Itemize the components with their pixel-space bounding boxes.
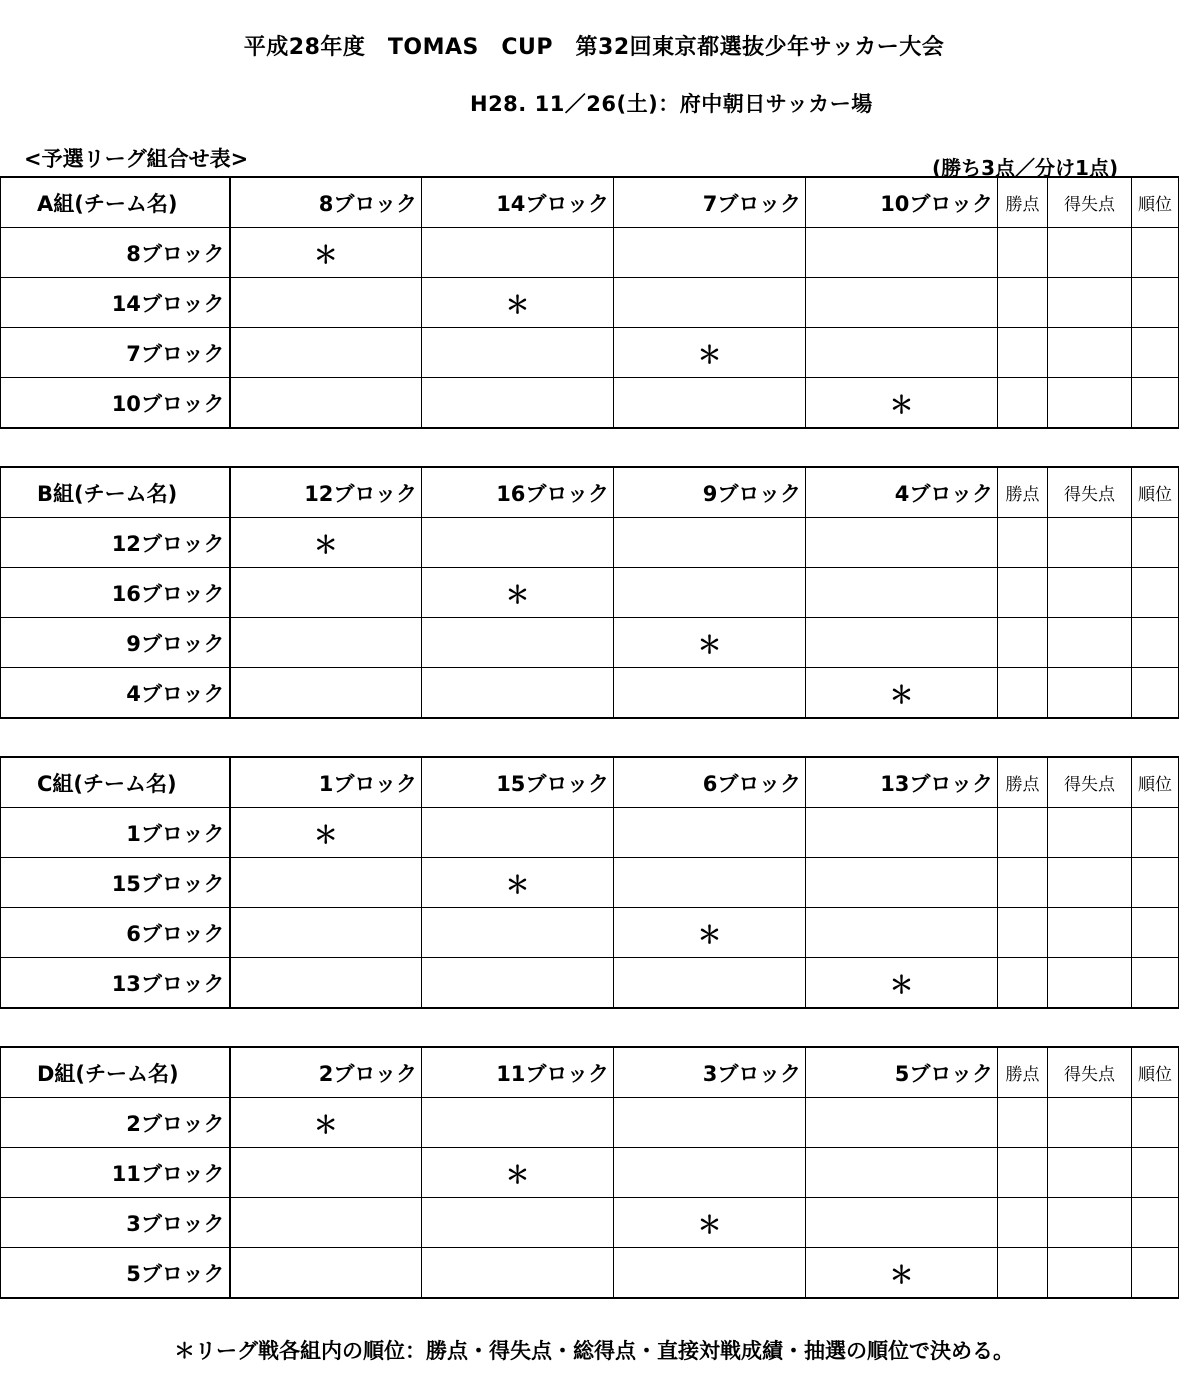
- goal-diff-cell[interactable]: [1048, 278, 1132, 328]
- row-team: 6ブロック: [1, 908, 230, 958]
- table-row: [1, 328, 1179, 378]
- result-cell[interactable]: [230, 278, 422, 328]
- rank-cell[interactable]: [1132, 568, 1179, 618]
- goal-diff-cell[interactable]: [1048, 518, 1132, 568]
- result-cell[interactable]: [614, 278, 806, 328]
- result-cell[interactable]: [230, 668, 422, 719]
- table-row: [1, 1248, 1179, 1299]
- column-goal-diff: 得失点: [1048, 1047, 1132, 1098]
- table-row: [1, 568, 1179, 618]
- goal-diff-cell[interactable]: [1048, 618, 1132, 668]
- result-cell[interactable]: [422, 328, 614, 378]
- column-team: 13ブロック: [806, 757, 998, 808]
- result-cell[interactable]: [614, 568, 806, 618]
- goal-diff-cell[interactable]: [1048, 1148, 1132, 1198]
- result-cell[interactable]: [806, 1148, 998, 1198]
- column-points: 勝点: [998, 467, 1048, 518]
- self-match-mark: ＊: [422, 858, 614, 908]
- result-cell[interactable]: [614, 1098, 806, 1148]
- rank-cell[interactable]: [1132, 328, 1179, 378]
- column-team: 2ブロック: [230, 1047, 422, 1098]
- self-match-mark: ＊: [422, 278, 614, 328]
- result-cell[interactable]: [806, 908, 998, 958]
- column-team: 7ブロック: [614, 177, 806, 228]
- row-team: 13ブロック: [1, 958, 230, 1009]
- result-cell[interactable]: [806, 808, 998, 858]
- result-cell[interactable]: [806, 518, 998, 568]
- goal-diff-cell[interactable]: [1048, 568, 1132, 618]
- group-header-row: [1, 757, 1179, 808]
- column-team: 16ブロック: [422, 467, 614, 518]
- group-table-c: [0, 756, 1179, 1009]
- goal-diff-cell[interactable]: [1048, 378, 1132, 429]
- rank-cell[interactable]: [1132, 278, 1179, 328]
- result-cell[interactable]: [806, 278, 998, 328]
- column-team: 1ブロック: [230, 757, 422, 808]
- row-team: 14ブロック: [1, 278, 230, 328]
- result-cell[interactable]: [806, 1198, 998, 1248]
- row-team: 10ブロック: [1, 378, 230, 429]
- rank-cell[interactable]: [1132, 228, 1179, 278]
- group-table-b: [0, 466, 1179, 719]
- group-header-row: [1, 177, 1179, 228]
- self-match-mark: ＊: [230, 228, 422, 278]
- table-row: [1, 808, 1179, 858]
- result-cell[interactable]: [422, 228, 614, 278]
- self-match-mark: ＊: [614, 328, 806, 378]
- points-cell[interactable]: [998, 378, 1048, 429]
- row-team: 9ブロック: [1, 618, 230, 668]
- goal-diff-cell[interactable]: [1048, 858, 1132, 908]
- result-cell[interactable]: [806, 1098, 998, 1148]
- self-match-mark: ＊: [230, 1098, 422, 1148]
- result-cell[interactable]: [230, 908, 422, 958]
- result-cell[interactable]: [614, 378, 806, 429]
- column-team: 15ブロック: [422, 757, 614, 808]
- points-cell[interactable]: [998, 328, 1048, 378]
- table-row: [1, 518, 1179, 568]
- result-cell[interactable]: [422, 518, 614, 568]
- points-cell[interactable]: [998, 858, 1048, 908]
- points-cell[interactable]: [998, 958, 1048, 1009]
- points-cell[interactable]: [998, 1148, 1048, 1198]
- result-cell[interactable]: [230, 1148, 422, 1198]
- group-name: D組(チーム名): [1, 1047, 230, 1098]
- column-team: 10ブロック: [806, 177, 998, 228]
- column-team: 14ブロック: [422, 177, 614, 228]
- row-team: 16ブロック: [1, 568, 230, 618]
- points-cell[interactable]: [998, 278, 1048, 328]
- group-name: C組(チーム名): [1, 757, 230, 808]
- rank-cell[interactable]: [1132, 1098, 1179, 1148]
- rank-cell[interactable]: [1132, 1148, 1179, 1198]
- ranking-note: ＊リーグ戦各組内の順位：勝点・得失点・総得点・直接対戦成績・抽選の順位で決める。: [174, 1339, 1014, 1363]
- column-team: 8ブロック: [230, 177, 422, 228]
- self-match-mark: ＊: [614, 618, 806, 668]
- group-name: A組(チーム名): [1, 177, 230, 228]
- self-match-mark: ＊: [806, 668, 998, 719]
- document-title: 平成28年度 TOMAS CUP 第32回東京都選抜少年サッカー大会: [243, 35, 945, 60]
- column-rank: 順位: [1132, 1047, 1179, 1098]
- result-cell[interactable]: [230, 618, 422, 668]
- column-goal-diff: 得失点: [1048, 757, 1132, 808]
- row-team: 4ブロック: [1, 668, 230, 719]
- points-cell[interactable]: [998, 808, 1048, 858]
- self-match-mark: ＊: [422, 568, 614, 618]
- result-cell[interactable]: [614, 228, 806, 278]
- result-cell[interactable]: [614, 958, 806, 1009]
- self-match-mark: ＊: [806, 958, 998, 1009]
- date-venue: H28. 11／26(土)：府中朝日サッカー場: [470, 92, 873, 116]
- result-cell[interactable]: [806, 568, 998, 618]
- points-cell[interactable]: [998, 668, 1048, 719]
- table-row: [1, 1148, 1179, 1198]
- result-cell[interactable]: [614, 808, 806, 858]
- self-match-mark: ＊: [806, 378, 998, 429]
- result-cell[interactable]: [614, 1248, 806, 1299]
- table-row: [1, 1098, 1179, 1148]
- points-cell[interactable]: [998, 228, 1048, 278]
- points-cell[interactable]: [998, 1098, 1048, 1148]
- points-cell[interactable]: [998, 568, 1048, 618]
- result-cell[interactable]: [422, 378, 614, 429]
- result-cell[interactable]: [614, 858, 806, 908]
- result-cell[interactable]: [422, 1248, 614, 1299]
- goal-diff-cell[interactable]: [1048, 228, 1132, 278]
- column-rank: 順位: [1132, 177, 1179, 228]
- result-cell[interactable]: [422, 808, 614, 858]
- table-row: [1, 1198, 1179, 1248]
- column-team: 6ブロック: [614, 757, 806, 808]
- column-team: 3ブロック: [614, 1047, 806, 1098]
- column-team: 11ブロック: [422, 1047, 614, 1098]
- row-team: 3ブロック: [1, 1198, 230, 1248]
- result-cell[interactable]: [614, 668, 806, 719]
- self-match-mark: ＊: [230, 808, 422, 858]
- row-team: 15ブロック: [1, 858, 230, 908]
- points-cell[interactable]: [998, 1248, 1048, 1299]
- points-cell[interactable]: [998, 908, 1048, 958]
- points-cell[interactable]: [998, 618, 1048, 668]
- rank-cell[interactable]: [1132, 958, 1179, 1009]
- result-cell[interactable]: [806, 228, 998, 278]
- result-cell[interactable]: [230, 378, 422, 429]
- rank-cell[interactable]: [1132, 808, 1179, 858]
- self-match-mark: ＊: [614, 1198, 806, 1248]
- column-rank: 順位: [1132, 757, 1179, 808]
- result-cell[interactable]: [422, 1098, 614, 1148]
- group-header-row: [1, 1047, 1179, 1098]
- rank-cell[interactable]: [1132, 378, 1179, 429]
- result-cell[interactable]: [614, 518, 806, 568]
- table-row: [1, 958, 1179, 1009]
- result-cell[interactable]: [614, 1148, 806, 1198]
- group-table-a: [0, 176, 1179, 429]
- goal-diff-cell[interactable]: [1048, 328, 1132, 378]
- table-row: [1, 858, 1179, 908]
- section-label: <予選リーグ組合せ表>: [24, 147, 249, 171]
- result-cell[interactable]: [806, 858, 998, 908]
- goal-diff-cell[interactable]: [1048, 1198, 1132, 1248]
- table-row: [1, 378, 1179, 429]
- goal-diff-cell[interactable]: [1048, 1098, 1132, 1148]
- result-cell[interactable]: [230, 568, 422, 618]
- self-match-mark: ＊: [230, 518, 422, 568]
- group-table-d: [0, 1046, 1179, 1299]
- self-match-mark: ＊: [422, 1148, 614, 1198]
- group-name: B組(チーム名): [1, 467, 230, 518]
- result-cell[interactable]: [230, 858, 422, 908]
- result-cell[interactable]: [230, 1198, 422, 1248]
- goal-diff-cell[interactable]: [1048, 958, 1132, 1009]
- points-cell[interactable]: [998, 1198, 1048, 1248]
- column-points: 勝点: [998, 757, 1048, 808]
- row-team: 8ブロック: [1, 228, 230, 278]
- row-team: 2ブロック: [1, 1098, 230, 1148]
- row-team: 7ブロック: [1, 328, 230, 378]
- table-row: [1, 908, 1179, 958]
- table-row: [1, 228, 1179, 278]
- goal-diff-cell[interactable]: [1048, 908, 1132, 958]
- column-team: 5ブロック: [806, 1047, 998, 1098]
- row-team: 12ブロック: [1, 518, 230, 568]
- result-cell[interactable]: [230, 328, 422, 378]
- rank-cell[interactable]: [1132, 908, 1179, 958]
- result-cell[interactable]: [230, 1248, 422, 1299]
- result-cell[interactable]: [806, 328, 998, 378]
- column-goal-diff: 得失点: [1048, 467, 1132, 518]
- goal-diff-cell[interactable]: [1048, 1248, 1132, 1299]
- result-cell[interactable]: [422, 668, 614, 719]
- rank-cell[interactable]: [1132, 518, 1179, 568]
- table-row: [1, 668, 1179, 719]
- column-points: 勝点: [998, 1047, 1048, 1098]
- result-cell[interactable]: [422, 618, 614, 668]
- rank-cell[interactable]: [1132, 1198, 1179, 1248]
- row-team: 11ブロック: [1, 1148, 230, 1198]
- rank-cell[interactable]: [1132, 1248, 1179, 1299]
- rank-cell[interactable]: [1132, 618, 1179, 668]
- column-rank: 順位: [1132, 467, 1179, 518]
- column-team: 9ブロック: [614, 467, 806, 518]
- result-cell[interactable]: [422, 1198, 614, 1248]
- result-cell[interactable]: [422, 908, 614, 958]
- result-cell[interactable]: [422, 958, 614, 1009]
- table-row: [1, 278, 1179, 328]
- self-match-mark: ＊: [614, 908, 806, 958]
- column-team: 4ブロック: [806, 467, 998, 518]
- goal-diff-cell[interactable]: [1048, 808, 1132, 858]
- table-row: [1, 618, 1179, 668]
- result-cell[interactable]: [806, 618, 998, 668]
- row-team: 1ブロック: [1, 808, 230, 858]
- self-match-mark: ＊: [806, 1248, 998, 1299]
- row-team: 5ブロック: [1, 1248, 230, 1299]
- points-rule: (勝ち3点／分け1点): [932, 156, 1119, 180]
- column-team: 12ブロック: [230, 467, 422, 518]
- result-cell[interactable]: [230, 958, 422, 1009]
- rank-cell[interactable]: [1132, 858, 1179, 908]
- group-header-row: [1, 467, 1179, 518]
- points-cell[interactable]: [998, 518, 1048, 568]
- rank-cell[interactable]: [1132, 668, 1179, 719]
- column-goal-diff: 得失点: [1048, 177, 1132, 228]
- goal-diff-cell[interactable]: [1048, 668, 1132, 719]
- column-points: 勝点: [998, 177, 1048, 228]
